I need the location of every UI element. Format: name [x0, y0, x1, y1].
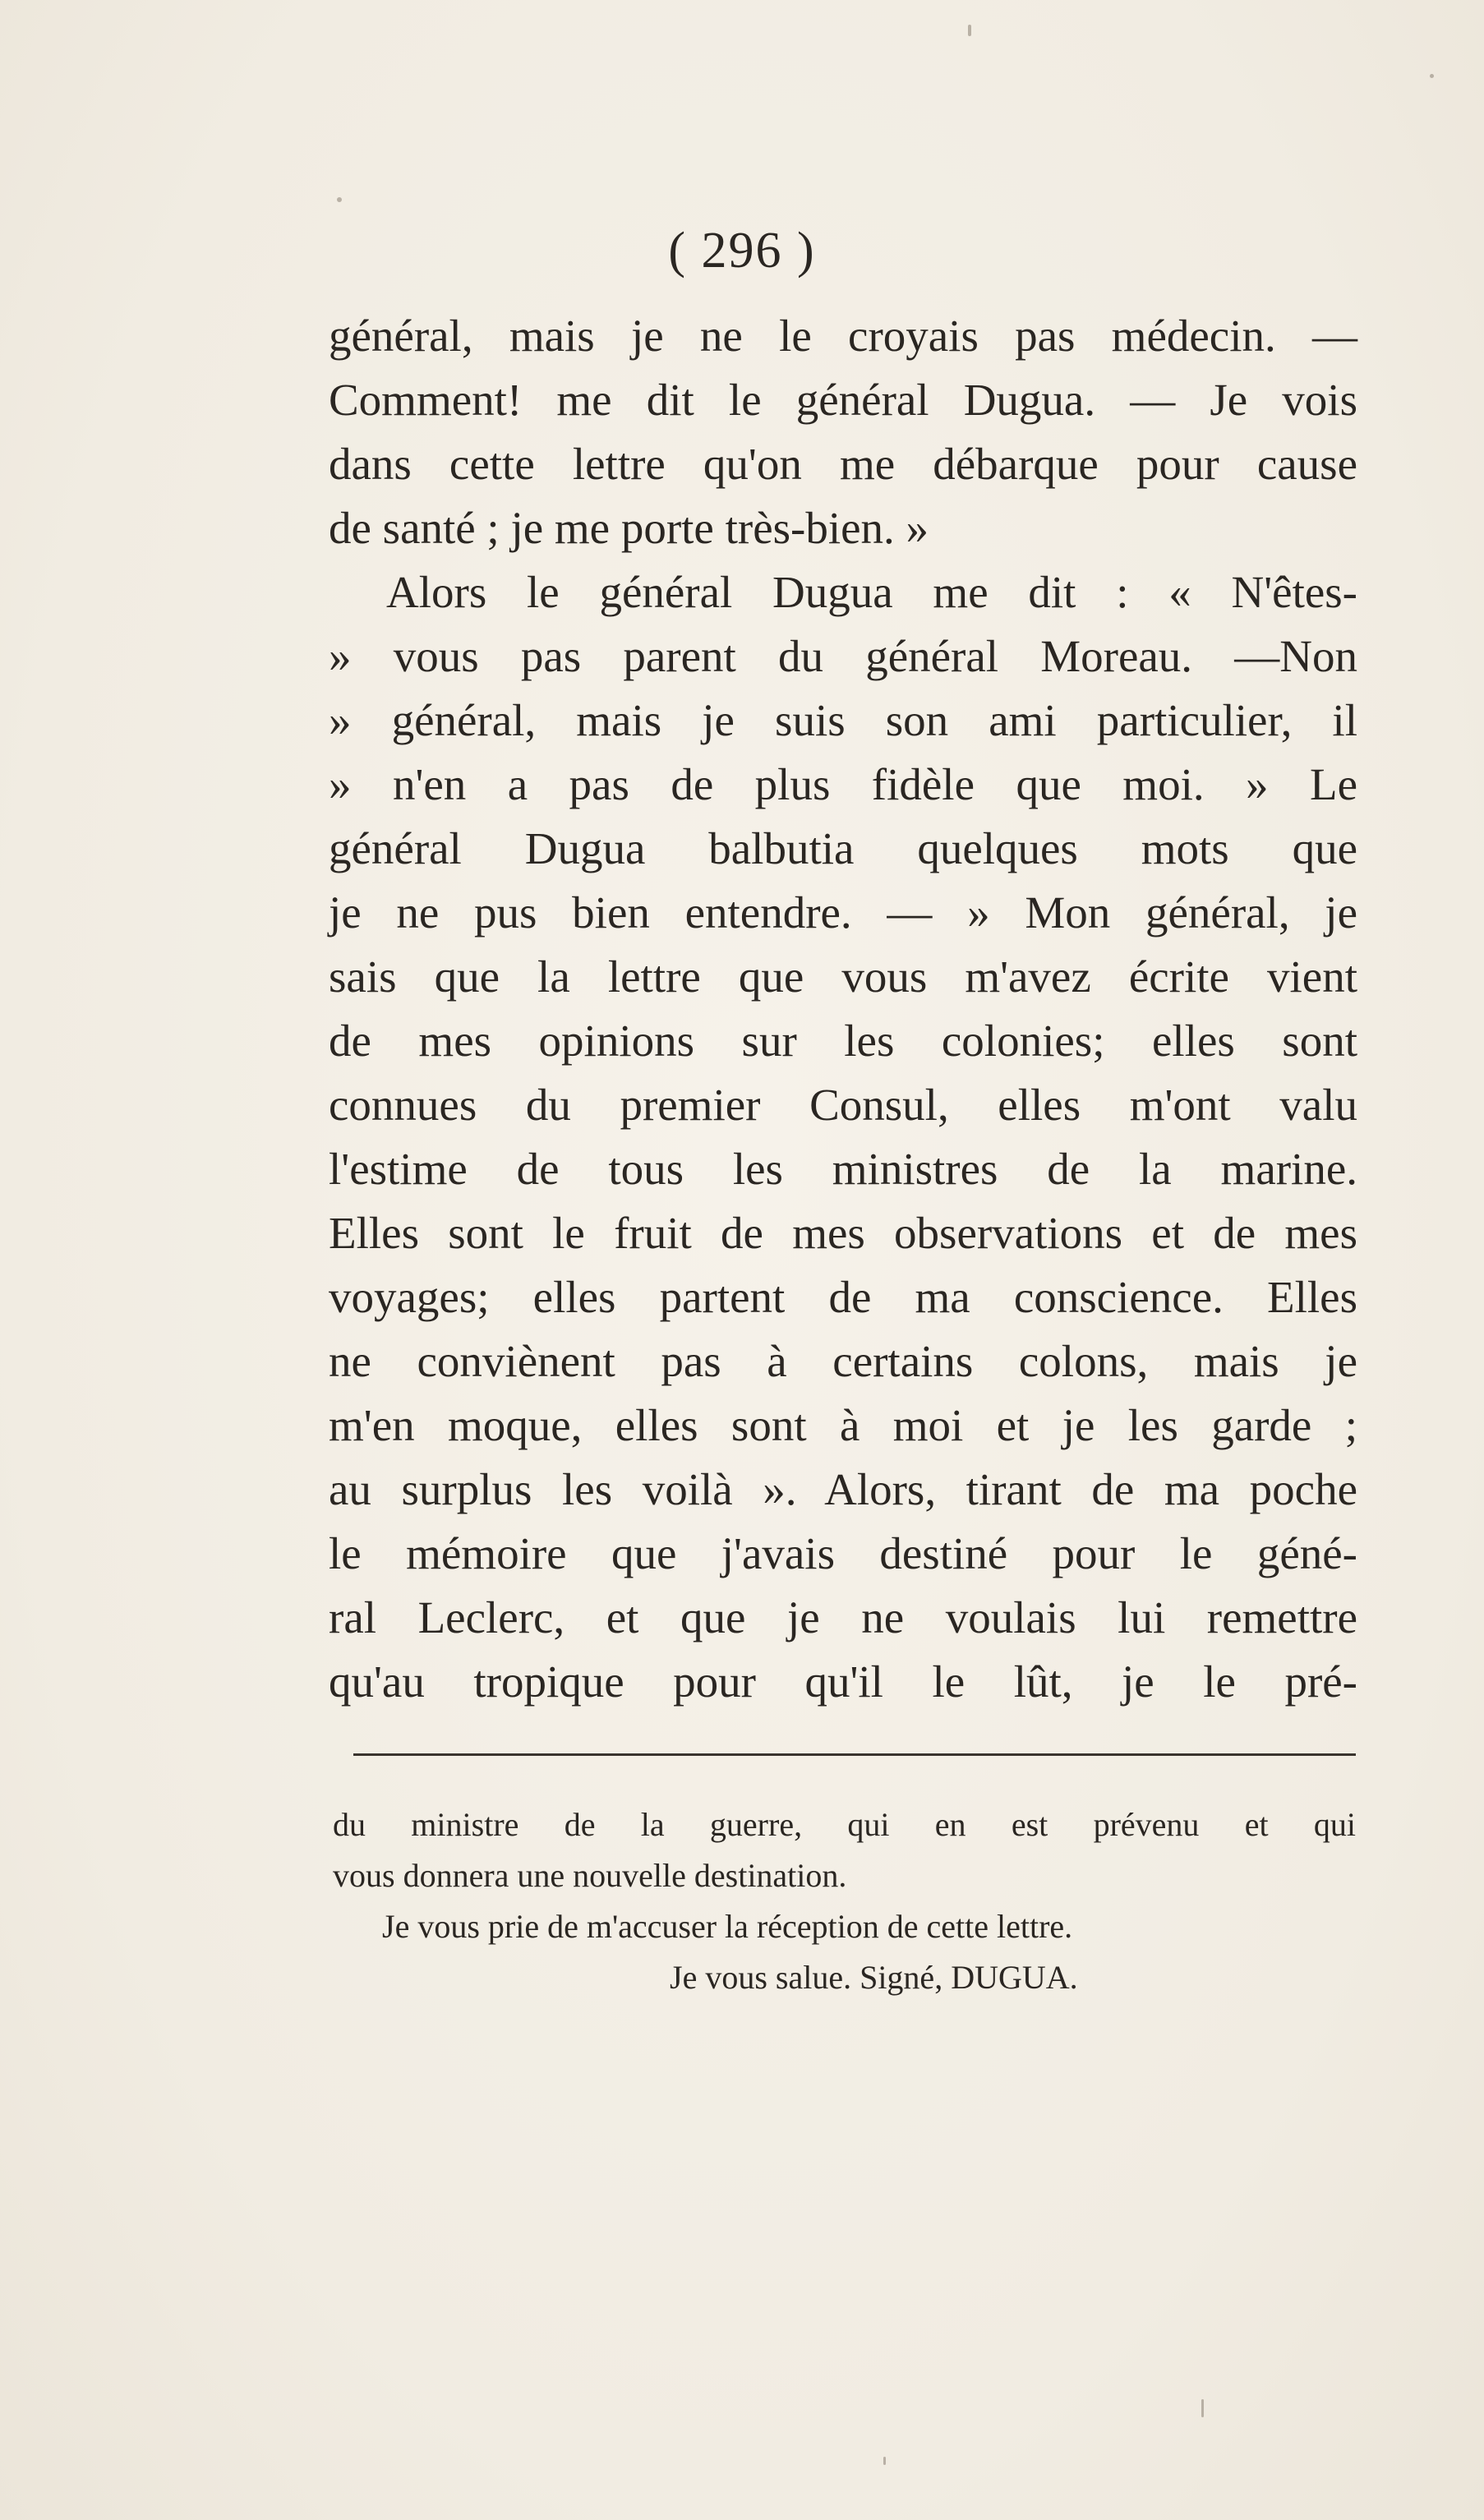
paper-speck — [1201, 2399, 1204, 2417]
footnote-signature: Je vous salue. Signé, DUGUA. — [670, 1959, 1078, 1996]
footnote-line-1: du ministre de la guerre, qui en est prévenu et qui — [333, 1806, 1356, 1843]
footnote — [333, 1799, 1356, 2003]
body-line-18: m'en moque, elles sont à moi et je les garde ; — [329, 1400, 1357, 1450]
body-line-8: » n'en a pas de plus fidèle que moi. » Le — [329, 759, 1357, 809]
page-number: ( 296 ) — [668, 223, 816, 279]
paper-speck — [337, 197, 342, 202]
body-line-22: qu'au tropique pour qu'il le lût, je le pré- — [329, 1656, 1357, 1707]
body-line-20: le mémoire que j'avais destiné pour le géné- — [329, 1528, 1357, 1578]
body-line-3: dans cette lettre qu'on me débarque pour cause — [329, 439, 1357, 489]
body-line-12: de mes opinions sur les colonies; elles sont — [329, 1016, 1357, 1066]
paper-speck — [1430, 74, 1434, 78]
body-line-4: de santé ; je me porte très-bien. » — [329, 503, 929, 553]
footnote-divider — [353, 1753, 1356, 1756]
body-line-21: ral Leclerc, et que je ne voulais lui remettre — [329, 1592, 1357, 1642]
body-line-14: l'estime de tous les ministres de la marine. — [329, 1144, 1357, 1194]
body-line-6: » vous pas parent du général Moreau. —Non — [329, 631, 1357, 681]
body-line-15: Elles sont le fruit de mes observations et de mes — [329, 1208, 1357, 1258]
body-line-11: sais que la lettre que vous m'avez écrite vient — [329, 951, 1357, 1002]
body-line-16: voyages; elles partent de ma conscience. Elles — [329, 1272, 1357, 1322]
body-line-7: » général, mais je suis son ami particulier, il — [329, 695, 1357, 745]
body-line-13: connues du premier Consul, elles m'ont valu — [329, 1080, 1357, 1130]
body-line-2: Comment! me dit le général Dugua. — Je vois — [329, 375, 1357, 425]
body-line-5: Alors le général Dugua me dit : « N'êtes- — [386, 567, 1357, 617]
paper-speck — [968, 25, 971, 36]
footnote-line-3: Je vous prie de m'accuser la réception de cette lettre. — [382, 1908, 1073, 1945]
body-line-10: je ne pus bien entendre. — » Mon général, je — [329, 887, 1357, 938]
body-text — [329, 304, 1357, 1714]
body-line-17: ne conviènent pas à certains colons, mais je — [329, 1336, 1357, 1386]
body-line-19: au surplus les voilà ». Alors, tirant de ma poche — [329, 1464, 1357, 1514]
footnote-line-2: vous donnera une nouvelle destination. — [333, 1857, 847, 1894]
paper-speck — [883, 2457, 886, 2465]
body-line-1: général, mais je ne le croyais pas médecin. — — [329, 311, 1357, 361]
body-line-9: général Dugua balbutia quelques mots que — [329, 823, 1357, 873]
